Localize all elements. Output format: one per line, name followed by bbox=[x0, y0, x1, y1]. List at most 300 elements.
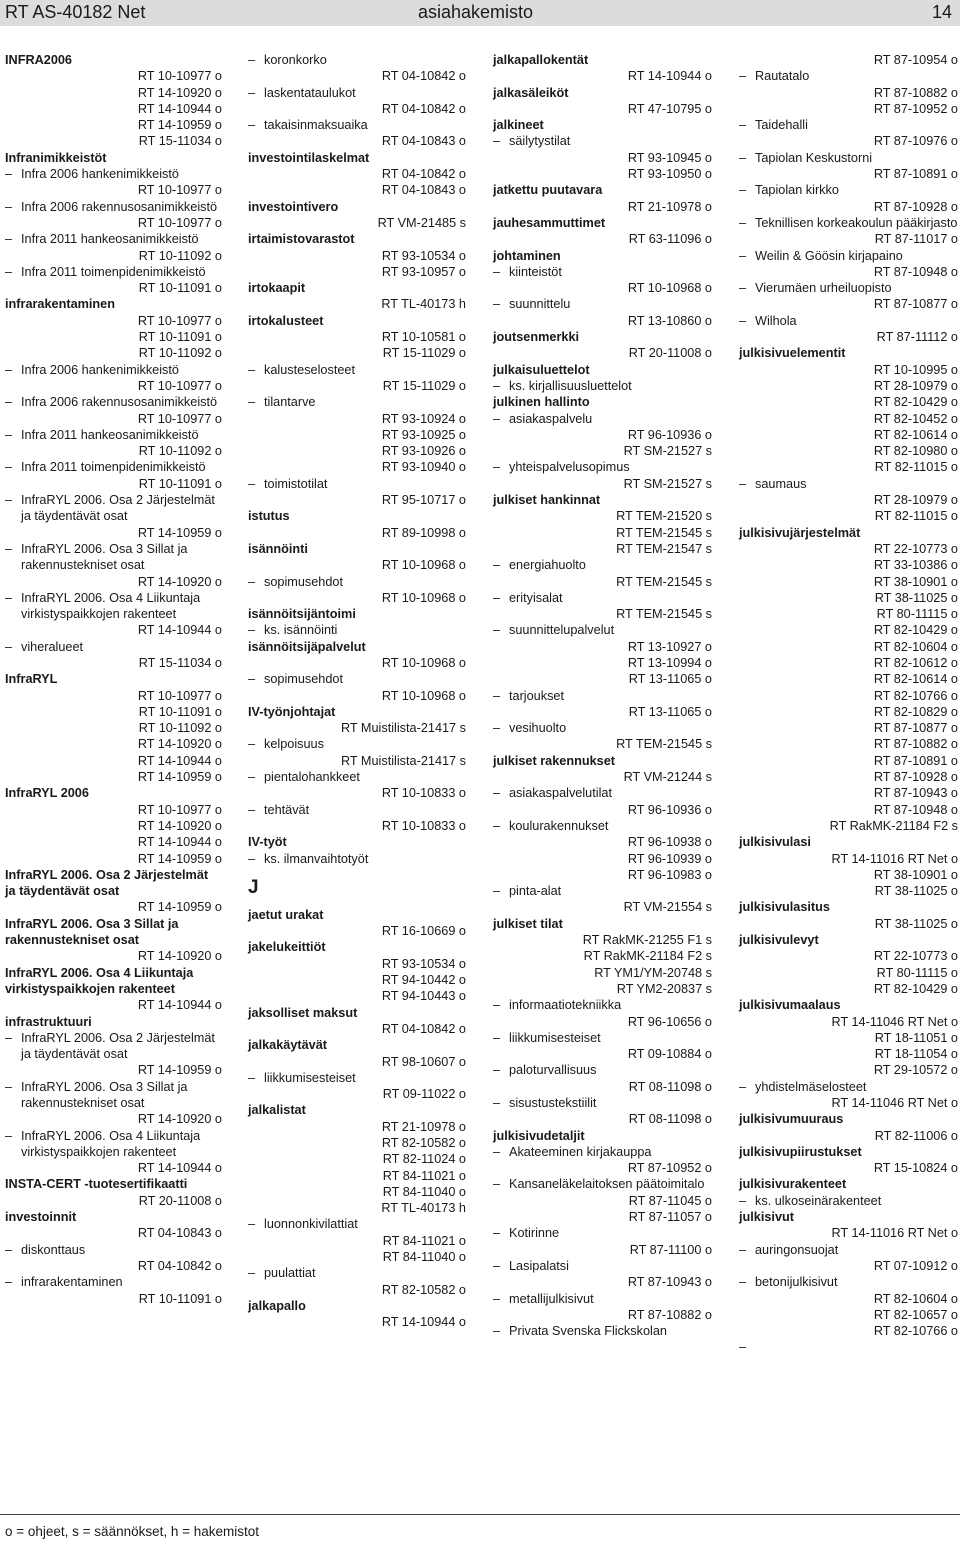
index-reference: RT VM-21554 s bbox=[623, 900, 712, 915]
index-subentry: – yhdistelmäselosteet bbox=[739, 1079, 958, 1095]
index-reference: RT 14-11016 RT Net o bbox=[831, 851, 958, 866]
index-reference: RT 10-10995 o bbox=[873, 362, 958, 377]
index-reference: RT 14-10959 o bbox=[137, 1063, 222, 1078]
index-heading: INSTA-CERT -tuotesertifikaatti bbox=[5, 1177, 188, 1192]
index-reference: RT 10-10968 o bbox=[381, 688, 466, 703]
index-reference: RT 87-10948 o bbox=[873, 802, 958, 817]
index-heading: jaetut urakat bbox=[248, 907, 324, 922]
footer-legend: o = ohjeet, s = säännökset, h = hakemistot bbox=[5, 1524, 260, 1539]
index-heading: julkisivupiirustukset bbox=[739, 1144, 862, 1159]
index-heading: jalkapallokentät bbox=[493, 53, 589, 67]
index-column-3 bbox=[493, 52, 712, 1339]
index-reference: RT 89-10998 o bbox=[381, 525, 466, 540]
index-heading: julkisivuelementit bbox=[739, 346, 846, 361]
index-subentry: – Lasipalatsi bbox=[493, 1258, 712, 1274]
index-reference: RT 82-10429 o bbox=[873, 623, 958, 638]
index-reference: RT 10-11091 o bbox=[138, 704, 222, 719]
index-reference: RT 94-10443 o bbox=[381, 989, 466, 1004]
index-subentry: – ks. kirjallisuusluettelot bbox=[493, 378, 712, 394]
index-reference: RT 10-10977 o bbox=[137, 313, 222, 328]
index-reference: RT 84-11040 o bbox=[382, 1184, 466, 1199]
index-reference: RT TL-40173 h bbox=[381, 297, 466, 312]
index-subentry: – InfraRYL 2006. Osa 2 Järjestelmät ja täydentävät osat bbox=[5, 1030, 222, 1063]
index-reference: RT 96-10939 o bbox=[627, 851, 712, 866]
index-reference: RT 93-10925 o bbox=[381, 427, 466, 442]
index-reference: RT 38-11025 o bbox=[874, 590, 958, 605]
index-reference: RT 04-10842 o bbox=[381, 1021, 466, 1036]
index-subentry: – diskonttaus bbox=[5, 1242, 222, 1258]
index-reference: RT 82-10582 o bbox=[381, 1136, 466, 1150]
index-reference: RT 04-10842 o bbox=[381, 69, 466, 84]
index-reference: RT 10-10968 o bbox=[381, 655, 466, 670]
index-column-4 bbox=[739, 52, 958, 1339]
index-subentry: – Infra 2006 rakennusosanimikkeistö bbox=[5, 394, 222, 410]
index-subentry: – Wilhola bbox=[739, 313, 958, 329]
index-reference: RT 87-10952 o bbox=[627, 1161, 712, 1176]
index-heading: irtokalusteet bbox=[248, 313, 324, 328]
index-subentry: – InfraRYL 2006. Osa 4 Liikuntaja virkistyspaikkojen rakenteet bbox=[5, 1128, 222, 1161]
index-subentry: – ks. isännöinti bbox=[248, 622, 466, 638]
index-reference: RT 15-10824 o bbox=[873, 1161, 958, 1176]
index-subentry: – vesihuolto bbox=[493, 720, 712, 736]
index-reference: RT RakMK-21184 F2 s bbox=[583, 949, 712, 964]
index-reference: RT 96-10983 o bbox=[627, 867, 712, 882]
index-reference: RT 14-10959 o bbox=[137, 525, 222, 540]
index-reference: RT 93-10534 o bbox=[381, 248, 466, 263]
index-heading: julkisivut bbox=[739, 1210, 794, 1225]
index-heading: irtaimistovarastot bbox=[248, 232, 355, 247]
index-reference: RT 10-11092 o bbox=[138, 346, 222, 361]
index-reference: RT 10-10977 o bbox=[137, 215, 222, 230]
index-reference: RT 87-10943 o bbox=[627, 1275, 712, 1290]
index-reference: RT 10-10968 o bbox=[627, 281, 712, 296]
index-reference: RT 38-10901 o bbox=[873, 867, 958, 882]
index-heading: jalkakäytävät bbox=[248, 1038, 328, 1053]
footer-divider bbox=[0, 1514, 960, 1515]
index-reference: RT 10-10977 o bbox=[137, 183, 222, 198]
index-heading: julkisivulevyt bbox=[739, 933, 819, 948]
index-reference: RT 38-11025 o bbox=[874, 916, 958, 931]
index-reference: RT 87-10891 o bbox=[873, 753, 958, 768]
index-reference: RT 15-11034 o bbox=[138, 134, 222, 149]
index-reference: RT 87-11112 o bbox=[876, 330, 958, 345]
index-reference: RT 15-11029 o bbox=[382, 346, 466, 361]
index-reference: RT 14-10944 o bbox=[137, 101, 222, 116]
index-heading: jalkalistat bbox=[248, 1103, 306, 1118]
index-reference: RT 07-10912 o bbox=[873, 1258, 958, 1273]
index-heading: julkaisuluettelot bbox=[493, 362, 590, 377]
index-subentry: – InfraRYL 2006. Osa 3 Sillat ja rakennustekniset osat bbox=[5, 541, 222, 574]
index-reference: RT 82-10980 o bbox=[873, 444, 958, 459]
index-reference: RT 14-11046 RT Net o bbox=[831, 1096, 958, 1110]
index-reference: RT 87-10928 o bbox=[873, 199, 958, 214]
index-reference: RT 21-10978 o bbox=[381, 1119, 466, 1134]
index-subentry: – Tapiolan kirkko bbox=[739, 182, 958, 198]
index-reference: RT 08-11098 o bbox=[628, 1079, 712, 1094]
index-heading: julkisivurakenteet bbox=[739, 1177, 847, 1192]
index-heading: jatkettu puutavara bbox=[493, 183, 603, 198]
index-reference: RT 14-10920 o bbox=[137, 949, 222, 964]
index-reference: RT 10-10977 o bbox=[137, 69, 222, 84]
index-reference: RT 82-10429 o bbox=[873, 395, 958, 410]
index-subentry: – tilantarve bbox=[248, 394, 466, 410]
index-subentry: – auringonsuojat bbox=[739, 1242, 958, 1258]
index-heading: jalkasäleiköt bbox=[493, 85, 569, 100]
index-subentry: – sisustustekstiilit bbox=[493, 1095, 712, 1111]
index-column-2 bbox=[248, 52, 466, 1331]
index-subentry: – Kansaneläkelaitoksen päätoimitalo bbox=[493, 1176, 712, 1192]
index-subentry: – saumaus bbox=[739, 476, 958, 492]
index-reference: RT 93-10926 o bbox=[381, 444, 466, 459]
index-heading: Infranimikkeistöt bbox=[5, 150, 107, 165]
index-heading: isännöitsijäntoimi bbox=[248, 607, 356, 622]
index-reference: RT YM2-20837 s bbox=[616, 981, 712, 996]
index-reference: RT 93-10940 o bbox=[381, 460, 466, 475]
index-subentry: – Vierumäen urheiluopisto bbox=[739, 280, 958, 296]
index-reference: RT 82-10657 o bbox=[873, 1307, 958, 1322]
index-reference: RT 10-10833 o bbox=[381, 818, 466, 833]
index-reference: RT TEM-21547 s bbox=[616, 541, 712, 556]
index-heading: julkiset tilat bbox=[493, 916, 563, 931]
index-subentry: – Weilin & Göösin kirjapaino bbox=[739, 248, 958, 264]
index-heading: julkisivulasitus bbox=[739, 900, 830, 915]
index-reference: RT 14-10959 o bbox=[137, 770, 222, 785]
index-reference: RT 95-10717 o bbox=[381, 493, 466, 508]
index-reference: RT 33-10386 o bbox=[873, 558, 958, 573]
index-reference: RT 13-10860 o bbox=[627, 313, 712, 328]
index-reference: RT 22-10773 o bbox=[873, 541, 958, 556]
index-reference: RT 14-10920 o bbox=[137, 1112, 222, 1127]
index-reference: RT 87-10882 o bbox=[627, 1307, 712, 1322]
index-subentry: – Infra 2011 toimenpidenimikkeistö bbox=[5, 459, 222, 475]
index-reference: RT 93-10945 o bbox=[627, 150, 712, 165]
index-reference: RT 10-10977 o bbox=[137, 378, 222, 393]
index-reference: RT 10-10977 o bbox=[137, 411, 222, 426]
index-subentry: – asiakaspalvelutilat bbox=[493, 785, 712, 801]
index-reference: RT 87-10882 o bbox=[873, 85, 958, 100]
index-reference: RT 10-10968 o bbox=[381, 558, 466, 573]
index-subentry: – tehtävät bbox=[248, 802, 466, 818]
index-reference: RT 09-10884 o bbox=[627, 1047, 712, 1062]
index-heading: isännöinti bbox=[248, 541, 308, 556]
index-reference: RT 96-10656 o bbox=[627, 1014, 712, 1029]
index-reference: RT 94-10442 o bbox=[381, 973, 466, 988]
index-reference: RT 15-11034 o bbox=[138, 655, 222, 670]
index-heading: InfraRYL 2006 bbox=[5, 786, 89, 801]
index-reference: RT 47-10795 o bbox=[627, 101, 712, 116]
index-subentry: – yhteispalvelusopimus bbox=[493, 459, 712, 475]
page-number: 14 bbox=[931, 2, 952, 22]
index-reference: RT TEM-21545 s bbox=[616, 525, 712, 540]
index-reference: RT 82-10766 o bbox=[873, 1324, 958, 1339]
index-reference: RT 04-10842 o bbox=[381, 101, 466, 116]
index-reference: RT 82-10766 o bbox=[873, 688, 958, 703]
index-reference: RT 84-11021 o bbox=[382, 1168, 466, 1183]
index-column-1 bbox=[5, 52, 222, 1307]
index-subentry: – takaisinmaksuaika bbox=[248, 117, 466, 133]
index-reference: RT 21-10978 o bbox=[627, 199, 712, 214]
index-reference: RT 14-10959 o bbox=[137, 851, 222, 866]
index-reference: RT 87-11045 o bbox=[628, 1193, 712, 1208]
index-reference: RT 87-10976 o bbox=[873, 134, 958, 149]
index-reference: RT 14-10944 o bbox=[137, 753, 222, 768]
index-reference: RT 14-11016 RT Net o bbox=[831, 1226, 958, 1241]
index-heading: julkisivumuuraus bbox=[739, 1112, 844, 1127]
index-reference: RT 84-11040 o bbox=[382, 1250, 466, 1265]
index-reference: RT 28-10979 o bbox=[873, 493, 958, 508]
index-reference: RT TL-40173 h bbox=[381, 1201, 466, 1216]
index-subentry: – Infra 2006 hankenimikkeistö bbox=[5, 362, 222, 378]
index-reference: RT 87-10882 o bbox=[873, 737, 958, 752]
index-reference: RT 87-10952 o bbox=[873, 101, 958, 116]
index-reference: RT 10-11091 o bbox=[138, 476, 222, 491]
index-reference: RT 14-10944 o bbox=[381, 1315, 466, 1330]
index-reference: RT 08-11098 o bbox=[628, 1112, 712, 1127]
index-subentry: – Privata Svenska Flickskolan bbox=[493, 1323, 712, 1339]
index-subentry: – kelpoisuus bbox=[248, 736, 466, 752]
index-heading: irtokaapit bbox=[248, 281, 306, 296]
index-reference: RT TEM-21545 s bbox=[616, 574, 712, 589]
index-reference: RT 96-10938 o bbox=[627, 835, 712, 850]
index-reference: RT 13-10927 o bbox=[627, 639, 712, 654]
index-heading: IV-työt bbox=[248, 835, 287, 850]
index-subentry: – infrarakentaminen bbox=[5, 1274, 222, 1290]
index-reference: RT Muistilista-21417 s bbox=[340, 753, 466, 768]
index-reference: RT 14-10944 o bbox=[627, 69, 712, 84]
index-heading: isännöitsijäpalvelut bbox=[248, 639, 366, 654]
index-reference: RT 82-10452 o bbox=[873, 411, 958, 426]
index-reference: RT 13-10994 o bbox=[627, 655, 712, 670]
index-reference: RT 82-10612 o bbox=[873, 655, 958, 670]
index-reference: RT 93-10950 o bbox=[627, 167, 712, 182]
index-reference: RT VM-21244 s bbox=[623, 770, 712, 785]
index-subentry: – luonnonkivilattiat bbox=[248, 1216, 466, 1232]
index-heading: InfraRYL 2006. Osa 4 Liikuntaja virkistyspaikkojen rakenteet bbox=[5, 965, 194, 996]
index-reference: RT 93-10957 o bbox=[381, 264, 466, 279]
index-subentry: – ks. ilmanvaihtotyöt bbox=[248, 851, 466, 867]
index-subentry: – betonijulkisivut bbox=[739, 1274, 958, 1290]
index-reference: RT 10-10833 o bbox=[381, 786, 466, 801]
index-subentry: – tarjoukset bbox=[493, 688, 712, 704]
index-reference: RT 13-11065 o bbox=[628, 704, 712, 719]
index-reference: RT 38-10901 o bbox=[873, 574, 958, 589]
index-reference: RT 18-11054 o bbox=[874, 1047, 958, 1062]
index-reference: RT 14-10944 o bbox=[137, 623, 222, 638]
index-subentry: – Taidehalli bbox=[739, 117, 958, 133]
index-subentry: – ks. ulkoseinärakenteet bbox=[739, 1193, 958, 1209]
index-reference: RT 82-10614 o bbox=[873, 427, 958, 442]
index-subentry: – InfraRYL 2006. Osa 3 Sillat ja rakennustekniset osat bbox=[5, 1079, 222, 1112]
index-reference: RT 82-10582 o bbox=[381, 1282, 466, 1297]
index-reference: RT 87-10877 o bbox=[873, 297, 958, 312]
index-subentry: – erityisalat bbox=[493, 590, 712, 606]
index-subentry: – energiahuolto bbox=[493, 557, 712, 573]
index-subentry: – metallijulkisivut bbox=[493, 1291, 712, 1307]
index-reference: RT 14-10959 o bbox=[137, 118, 222, 133]
index-reference: RT 98-10607 o bbox=[381, 1054, 466, 1069]
index-subentry: – suunnittelu bbox=[493, 296, 712, 312]
index-heading: InfraRYL 2006. Osa 3 Sillat ja rakennustekniset osat bbox=[5, 916, 179, 948]
index-reference: RT 82-11006 o bbox=[874, 1128, 958, 1143]
index-heading: IV-työnjohtajat bbox=[248, 704, 336, 719]
index-subentry: – Rautatalo bbox=[739, 68, 958, 84]
index-subentry: – koulurakennukset bbox=[493, 818, 712, 834]
index-reference: RT 14-10959 o bbox=[137, 900, 222, 915]
index-heading: INFRA2006 bbox=[5, 53, 72, 67]
index-subentry: – pinta-alat bbox=[493, 883, 712, 899]
index-reference: RT 82-11015 o bbox=[874, 509, 958, 524]
index-subentry: – InfraRYL 2006. Osa 2 Järjestelmät ja täydentävät osat bbox=[5, 492, 222, 525]
index-heading: julkiset hankinnat bbox=[493, 493, 601, 508]
index-heading: julkisivudetaljit bbox=[493, 1128, 585, 1143]
index-subentry: – puulattiat bbox=[248, 1265, 466, 1281]
index-reference: RT RakMK-21184 F2 s bbox=[829, 818, 958, 833]
index-reference: RT 04-10843 o bbox=[381, 134, 466, 149]
index-heading: InfraRYL bbox=[5, 672, 58, 687]
index-heading: jalkapallo bbox=[248, 1298, 306, 1313]
index-reference: RT 93-10534 o bbox=[381, 956, 466, 971]
index-reference: RT 29-10572 o bbox=[873, 1063, 958, 1078]
index-reference: RT 82-11024 o bbox=[382, 1152, 466, 1167]
index-reference: RT 14-10920 o bbox=[137, 737, 222, 752]
index-reference: RT 14-10920 o bbox=[137, 85, 222, 100]
index-reference: RT 10-10581 o bbox=[381, 330, 466, 345]
index-subentry: – asiakaspalvelu bbox=[493, 411, 712, 427]
index-heading: investointivero bbox=[248, 199, 339, 214]
index-reference: RT 10-11092 o bbox=[138, 248, 222, 263]
index-reference: RT 87-10877 o bbox=[873, 721, 958, 736]
index-reference: RT 14-10944 o bbox=[137, 1161, 222, 1176]
index-subentry: – pientalohankkeet bbox=[248, 769, 466, 785]
index-reference: RT 20-11008 o bbox=[138, 1193, 222, 1208]
index-reference: RT Muistilista-21417 s bbox=[340, 721, 466, 736]
index-subentry: – sopimusehdot bbox=[248, 574, 466, 590]
index-reference: RT 16-10669 o bbox=[381, 924, 466, 939]
index-reference: RT 04-10843 o bbox=[137, 1226, 222, 1241]
index-reference: RT TEM-21520 s bbox=[616, 509, 712, 524]
index-heading: julkinen hallinto bbox=[493, 395, 590, 410]
index-heading: jalkineet bbox=[493, 118, 544, 133]
index-reference: RT 28-10979 o bbox=[873, 378, 958, 393]
index-subentry: – liikkumisesteiset bbox=[493, 1030, 712, 1046]
index-reference: RT 14-10944 o bbox=[137, 998, 222, 1013]
index-reference: RT 14-10944 o bbox=[137, 835, 222, 850]
index-reference: RT 10-11092 o bbox=[138, 444, 222, 459]
index-subentry: – InfraRYL 2006. Osa 4 Liikuntaja virkistyspaikkojen rakenteet bbox=[5, 590, 222, 623]
index-subentry: – kiinteistöt bbox=[493, 264, 712, 280]
index-subentry: – Akateeminen kirjakauppa bbox=[493, 1144, 712, 1160]
index-subentry: – Infra 2011 toimenpidenimikkeistö bbox=[5, 264, 222, 280]
index-heading: jauhesammuttimet bbox=[493, 215, 606, 230]
index-reference: RT SM-21527 s bbox=[623, 444, 712, 459]
index-reference: RT 80-11115 o bbox=[876, 965, 958, 980]
index-reference: RT 10-11091 o bbox=[138, 281, 222, 296]
index-reference: RT 10-10977 o bbox=[137, 688, 222, 703]
index-reference: RT 18-11051 o bbox=[874, 1030, 958, 1045]
index-subentry: – Infra 2011 hankeosanimikkeistö bbox=[5, 427, 222, 443]
index-subentry: – Kotirinne bbox=[493, 1225, 712, 1241]
index-reference: RT TEM-21545 s bbox=[616, 737, 712, 752]
index-reference: RT 87-10954 o bbox=[873, 53, 958, 67]
index-reference: RT 10-11091 o bbox=[138, 1291, 222, 1306]
index-reference: RT SM-21527 s bbox=[623, 476, 712, 491]
index-heading: InfraRYL 2006. Osa 2 Järjestelmät ja täydentävät osat bbox=[5, 867, 209, 899]
index-reference: RT 09-11022 o bbox=[382, 1087, 466, 1102]
index-reference: RT 14-10920 o bbox=[137, 574, 222, 589]
index-heading: investointilaskelmat bbox=[248, 150, 370, 165]
index-subentry: – laskentataulukot bbox=[248, 85, 466, 101]
index-reference: RT 82-10429 o bbox=[873, 981, 958, 996]
index-letter: J bbox=[248, 876, 259, 898]
index-reference: RT 80-11115 o bbox=[876, 607, 958, 622]
index-subentry: – kalusteselosteet bbox=[248, 362, 466, 378]
index-reference: RT 10-10968 o bbox=[381, 590, 466, 605]
index-reference: RT 14-10920 o bbox=[137, 818, 222, 833]
index-reference: RT 82-10604 o bbox=[873, 1291, 958, 1306]
index-reference: RT 14-11046 RT Net o bbox=[831, 1014, 958, 1029]
index-subentry: – Tapiolan Keskustorni bbox=[739, 150, 958, 166]
index-reference: RT 82-11015 o bbox=[874, 460, 958, 475]
index-reference: RT 87-10891 o bbox=[873, 167, 958, 182]
index-reference: RT 04-10843 o bbox=[381, 183, 466, 198]
index-reference: RT VM-21485 s bbox=[377, 215, 466, 230]
index-subentry: – Infra 2011 hankeosanimikkeistö bbox=[5, 231, 222, 247]
index-heading: jakelukeittiöt bbox=[248, 940, 326, 955]
index-reference: RT 96-10936 o bbox=[627, 802, 712, 817]
index-reference: RT 38-11025 o bbox=[874, 884, 958, 899]
index-reference: RT 82-10829 o bbox=[873, 704, 958, 719]
index-heading: johtaminen bbox=[493, 248, 561, 263]
index-reference: RT 04-10842 o bbox=[137, 1258, 222, 1273]
index-subentry: – sopimusehdot bbox=[248, 671, 466, 687]
index-reference: RT 15-11029 o bbox=[382, 378, 466, 393]
index-heading: infrarakentaminen bbox=[5, 297, 115, 312]
index-reference: RT 87-11057 o bbox=[628, 1210, 712, 1225]
index-reference: RT TEM-21545 s bbox=[616, 607, 712, 622]
index-reference: RT RakMK-21255 F1 s bbox=[582, 933, 712, 948]
document-code: RT AS-40182 Net bbox=[5, 2, 146, 22]
index-reference: RT 63-11096 o bbox=[628, 232, 712, 247]
index-reference: RT 10-11092 o bbox=[138, 721, 222, 736]
index-heading: julkisivumaalaus bbox=[739, 998, 841, 1013]
index-reference: RT 82-10604 o bbox=[873, 639, 958, 654]
section-title: asiahakemisto bbox=[418, 2, 534, 22]
index-heading: jaksolliset maksut bbox=[248, 1005, 358, 1020]
index-reference: RT YM1/YM-20748 s bbox=[594, 965, 712, 980]
index-heading: julkiset rakennukset bbox=[493, 753, 615, 768]
index-subentry: – viheralueet bbox=[5, 639, 222, 655]
index-subentry: – informaatiotekniikka bbox=[493, 997, 712, 1013]
index-subentry: – koronkorko bbox=[248, 52, 466, 68]
index-reference: RT 93-10924 o bbox=[381, 411, 466, 426]
index-subentry: – säilytystilat bbox=[493, 133, 712, 149]
index-reference: RT 10-10977 o bbox=[137, 802, 222, 817]
index-reference: RT 87-11017 o bbox=[874, 232, 958, 247]
index-reference: RT 84-11021 o bbox=[382, 1233, 466, 1248]
index-reference: RT 10-11091 o bbox=[138, 330, 222, 345]
index-heading: julkisivujärjestelmät bbox=[739, 525, 861, 540]
index-reference: RT 20-11008 o bbox=[628, 346, 712, 361]
index-reference: RT 96-10936 o bbox=[627, 427, 712, 442]
index-reference: RT 22-10773 o bbox=[873, 949, 958, 964]
index-subentry: – Teknillisen korkeakoulun pääkirjasto bbox=[739, 215, 958, 231]
index-reference: RT 04-10842 o bbox=[381, 167, 466, 182]
index-reference: RT 87-10928 o bbox=[873, 770, 958, 785]
index-subentry: – paloturvallisuus bbox=[493, 1062, 712, 1078]
index-reference: RT 82-10614 o bbox=[873, 672, 958, 687]
index-heading: julkisivulasi bbox=[739, 835, 811, 850]
index-reference: RT 87-10948 o bbox=[873, 264, 958, 279]
